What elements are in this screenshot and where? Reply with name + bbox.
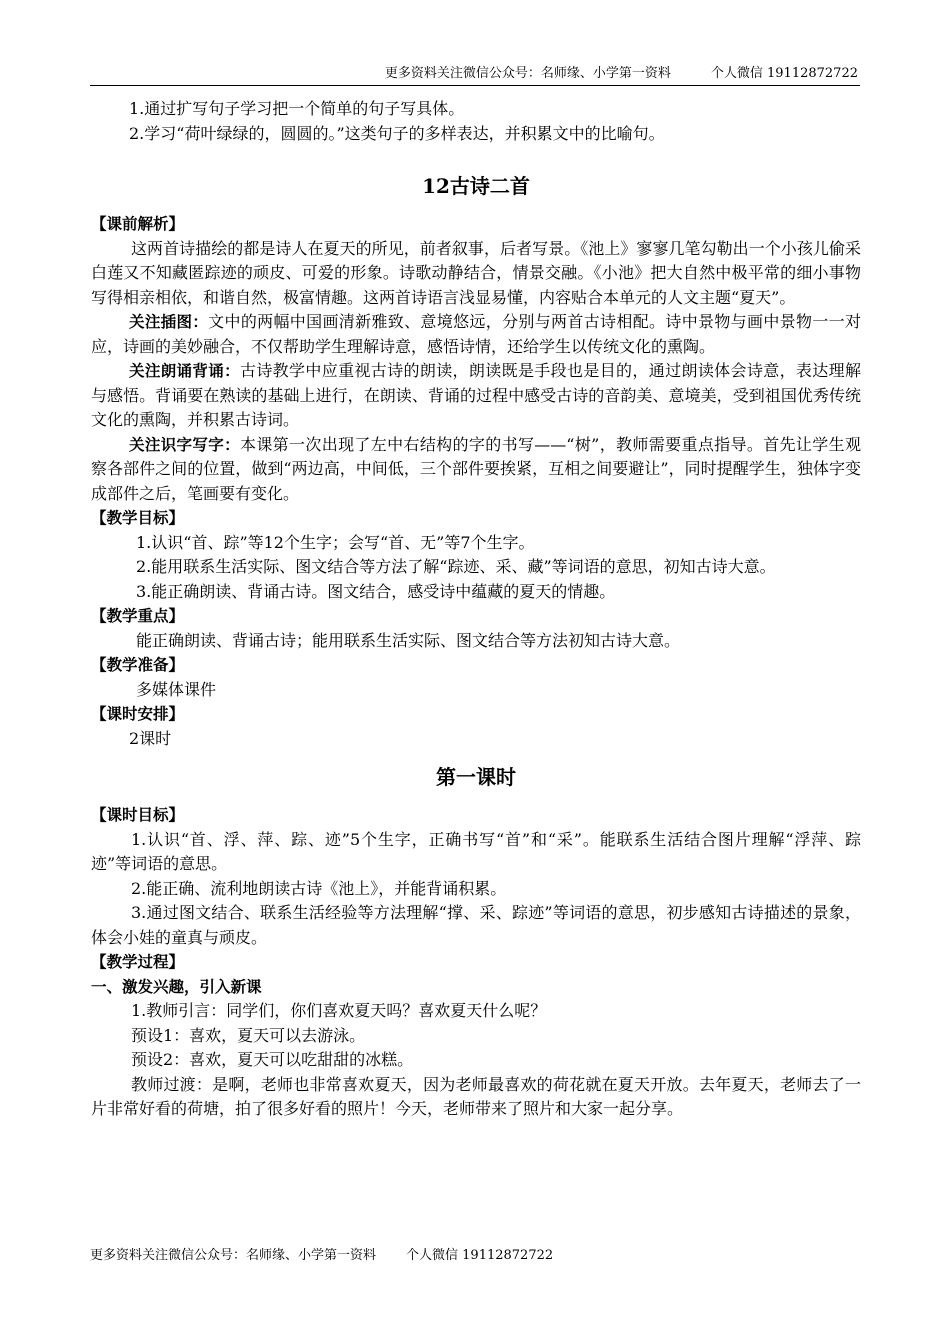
period-goal-2: 2.能正确、流利地朗读古诗《池上》，并能背诵积累。: [131, 878, 507, 898]
header-wechat-text: 更多资料关注微信公众号：名师缘、小学第一资料: [384, 66, 671, 81]
footer-personal-text: 个人微信 19112872722: [406, 1248, 554, 1263]
goals-heading: 【教学目标】: [91, 509, 185, 527]
illustration-paragraph: [91, 310, 861, 359]
period-goal-3: 3.通过图文结合、联系生活经验等方法理解“撑、采、踪迹”等词语的意思，初步感知古诗描述的景象，体会小娃的童真与顽皮。: [91, 903, 861, 947]
schedule-heading: 【课时安排】: [91, 705, 185, 723]
period-goals-heading: 【课时目标】: [91, 806, 185, 824]
process-line-4: 教师过渡：是啊，老师也非常喜欢夏天，因为老师最喜欢的荷花就在夏天开放。去年夏天，老师去了一片非常好看的荷塘，拍了很多好看的照片！今天，老师带来了照片和大家一起分享。: [91, 1074, 861, 1118]
illustration-text: 文中的两幅中国画清新雅致、意境悠远，分别与两首古诗相配。诗中景物与画中景物一一对应，诗画的美妙融合，不仅帮助学生理解诗意，感悟诗情，还给学生以传统文化的熏陶。: [91, 312, 861, 356]
process-line-2: 预设1：喜欢，夏天可以去游泳。: [131, 1025, 366, 1045]
lesson-title: 12古诗二首: [422, 174, 530, 198]
preanalysis-paragraph: 这两首诗描绘的都是诗人在夏天的所见，前者叙事，后者写景。《池上》寥寥几笔勾勒出一个小孩儿偷采白莲又不知藏匿踪迹的顽皮、可爱的形象。诗歌动静结合，情景交融。《小池》把大自然中极平常的细小事物写得相亲相依，和谐自然，极富情趣。这两首诗语言浅显易懂，内容贴合本单元的人文主题“夏天”。: [91, 238, 861, 307]
header-personal-text: 个人微信 19112872722: [710, 66, 858, 81]
focus-text: 能正确朗读、背诵古诗；能用联系生活实际、图文结合等方法初知古诗大意。: [136, 630, 681, 650]
schedule-text: 2课时: [129, 728, 172, 748]
goal-item-2: 2.能用联系生活实际、图文结合等方法了解“踪迹、采、藏”等词语的意思，初知古诗大意。: [136, 557, 776, 576]
goal-item-1: 1.认识“首、踪”等12个生字；会写“首、无”等7个生字。: [136, 532, 535, 552]
page-header: [90, 64, 860, 86]
page-footer: [90, 1246, 553, 1266]
intro-item-2: 2.学习“荷叶绿绿的，圆圆的。”这类句子的多样表达，并积累文中的比喻句。: [129, 123, 665, 143]
illustration-label: 关注插图：: [129, 313, 209, 331]
goal-item-3: 3.能正确朗读、背诵古诗。图文结合，感受诗中蕴藏的夏天的情趣。: [136, 581, 616, 601]
process-line-3: 预设2：喜欢，夏天可以吃甜甜的冰糕。: [131, 1050, 414, 1069]
process-heading: 【教学过程】: [91, 953, 185, 971]
process-step-1: 一、激发兴趣，引入新课: [91, 977, 262, 996]
writing-text: 本课第一次出现了左中右结构的字的书写——“树”，教师需要重点指导。首先让学生观察各部件之间的位置，做到“两边高，中间低，三个部件要挨紧，互相之间要避让”，同时提醒学生，独体字变成部件之后，笔画要有变化。: [91, 434, 861, 503]
document-body: [91, 97, 861, 1122]
process-line-1: 1.教师引言：同学们，你们喜欢夏天吗？喜欢夏天什么呢？: [131, 1001, 547, 1020]
period-title: 第一课时: [436, 765, 516, 789]
recite-paragraph: [91, 359, 861, 433]
intro-item-1: 1.通过扩写句子学习把一个简单的句子写具体。: [129, 99, 465, 118]
footer-wechat-text: 更多资料关注微信公众号：名师缘、小学第一资料: [90, 1248, 377, 1263]
prep-text: 多媒体课件: [136, 679, 217, 699]
recite-label: 关注朗诵背诵：: [129, 362, 240, 380]
preanalysis-heading: 【课前解析】: [91, 215, 185, 233]
writing-label: 关注识字写字：: [129, 435, 240, 454]
prep-heading: 【教学准备】: [91, 656, 185, 674]
writing-paragraph: [91, 433, 861, 507]
period-goal-1: 1.认识“首、浮、萍、踪、迹”5个生字，正确书写“首”和“采”。能联系生活结合图片理解“浮萍、踪迹”等词语的意思。: [91, 829, 861, 873]
focus-heading: 【教学重点】: [91, 607, 185, 625]
recite-text: 古诗教学中应重视古诗的朗读，朗读既是手段也是目的，通过朗读体会诗意，表达理解与感悟。背诵要在熟读的基础上进行，在朗读、背诵的过程中感受古诗的音韵美、意境美，受到祖国优秀传统文化的熏陶，并积累古诗词。: [91, 361, 861, 429]
